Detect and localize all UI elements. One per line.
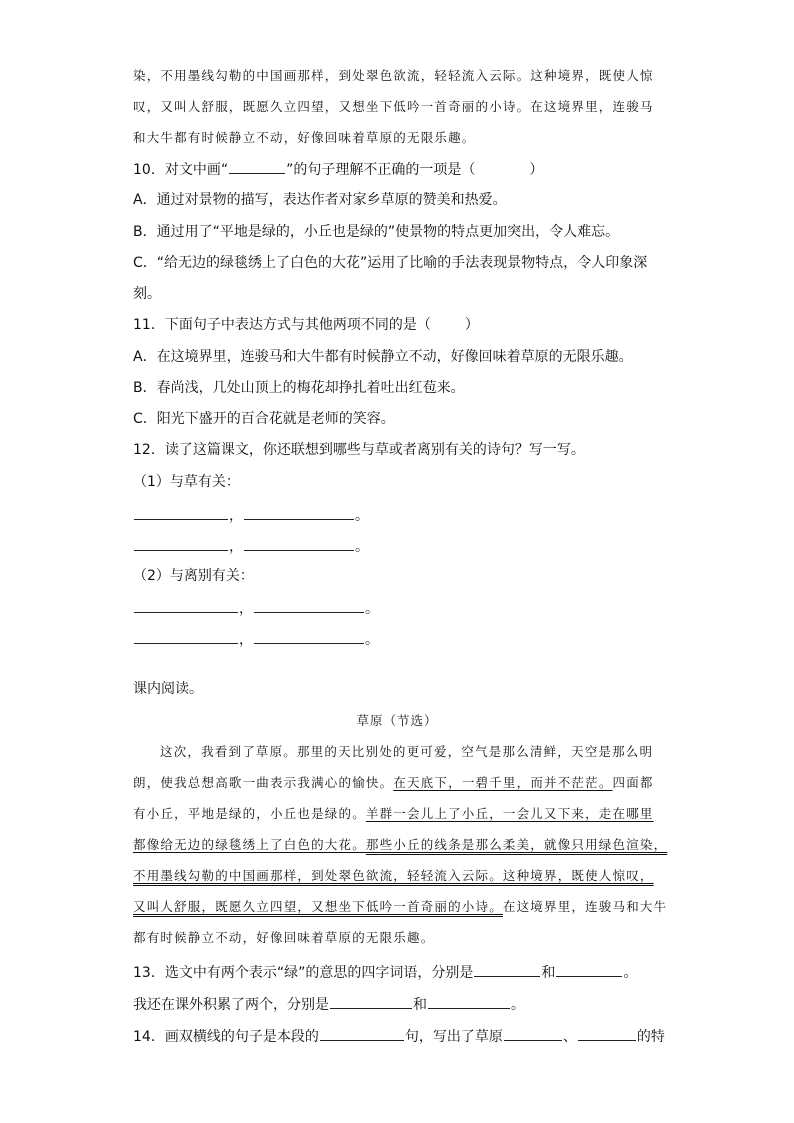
passage2-text: 有小丘，平地是绿的，小丘也是绿的。 <box>133 806 366 821</box>
passage2-text: 在这境界里，连骏马和大牛 <box>502 899 668 914</box>
q12-part2-label: （2）与离别有关： <box>133 568 254 584</box>
answer-blank[interactable] <box>556 961 622 977</box>
q12-part2-answer-row2 <box>133 628 379 650</box>
q12-stem: 12．读了这篇课文，你还联想到哪些与草或者离别有关的诗句？写一写。 <box>133 442 585 458</box>
q10-stem-a: 10．对文中画“ <box>133 162 229 178</box>
passage2-line-4 <box>133 835 667 855</box>
q10-stem-b: ”的句子理解不正确的一项是（ <box>286 162 476 178</box>
q14-stem <box>133 1025 665 1047</box>
passage-top-line-1: 染，不用墨线勾勒的中国画那样，到处翠色欲流，轻轻流入云际。这种境界，既使人惊 <box>133 68 654 83</box>
q11-stem-a: 11．下面句子中表达方式与其他两项不同的是（ <box>133 317 431 333</box>
answer-blank[interactable] <box>244 535 354 551</box>
passage2-double-underlined: 不用墨线勾勒的中国画那样，到处翠色欲流，轻轻流入云际。这种境界，既使人惊叹， <box>133 868 654 883</box>
q13-line2 <box>133 993 525 1015</box>
q14-text: 的特 <box>636 1029 665 1045</box>
passage2-text: 朗，使我总想高歌一曲表示我满心的愉快。 <box>133 775 394 790</box>
passage2-underlined: 在天底下，一碧千里，而并不茫茫。 <box>393 775 613 790</box>
answer-blank[interactable] <box>320 1025 404 1041</box>
passage2-underlined: 羊群一会儿上了小丘，一会儿又下来，走在哪里 <box>365 806 654 821</box>
passage2-line-2 <box>133 773 654 793</box>
period: 。 <box>365 601 379 617</box>
q10-stem <box>133 158 543 180</box>
answer-blank[interactable] <box>428 993 510 1009</box>
period: 。 <box>365 632 379 648</box>
q14-text: 句，写出了草原 <box>404 1029 503 1045</box>
period: 。 <box>355 508 369 524</box>
answer-blank[interactable] <box>134 628 238 644</box>
q10-option-c-line1[interactable]: C．“给无边的绿毯绣上了白色的大花”运用了比喻的手法表现景物特点，令人印象深 <box>133 255 648 271</box>
answer-blank[interactable] <box>134 597 238 613</box>
q13-text: 。 <box>511 997 525 1013</box>
passage2-line-1: 这次，我看到了草原。那里的天比别处的更可爱，空气是那么清鲜，天空是那么明 <box>160 744 654 759</box>
passage2-double-underlined: 那些小丘的线条是那么柔美，就像只用绿色渲染， <box>365 837 668 852</box>
q10-option-a[interactable]: A．通过对景物的描写，表达作者对家乡草原的赞美和热爱。 <box>133 192 507 208</box>
answer-blank[interactable] <box>134 535 228 551</box>
comma: ， <box>229 539 243 555</box>
q11-stem <box>133 315 479 335</box>
answer-blank[interactable] <box>134 504 228 520</box>
q12-part2-answer-row1 <box>133 597 379 619</box>
q13-text: 和 <box>413 997 427 1013</box>
answer-blank[interactable] <box>474 961 540 977</box>
q13-stem <box>133 961 637 983</box>
q11-stem-b: ） <box>464 317 479 333</box>
answer-blank[interactable] <box>578 1025 636 1041</box>
q14-text: 、 <box>562 1029 577 1045</box>
q14-text: 14．画双横线的句子是本段的 <box>133 1029 319 1045</box>
comma: ， <box>229 508 243 524</box>
q10-stem-c: ） <box>529 162 544 178</box>
passage-title: 草原（节选） <box>356 713 438 728</box>
answer-blank[interactable] <box>244 504 354 520</box>
q12-part1-label: （1）与草有关： <box>133 474 240 490</box>
q10-option-b[interactable]: B．通过用了“平地是绿的，小丘也是绿的”使景物的特点更加突出，令人难忘。 <box>133 224 620 240</box>
period: 。 <box>355 539 369 555</box>
q13-text: 我还在课外积累了两个，分别是 <box>133 997 329 1013</box>
comma: ， <box>239 601 253 617</box>
q10-option-c-line2: 刻。 <box>133 286 161 302</box>
passage2-text: 四面都 <box>612 775 654 790</box>
q13-text: 和 <box>541 965 556 981</box>
passage2-double-underlined: 又叫人舒服，既愿久立四望，又想坐下低吟一首奇丽的小诗。 <box>133 899 503 914</box>
passage2-line-6 <box>133 897 667 917</box>
passage2-underlined: 都像给无边的绿毯绣上了白色的大花。 <box>133 837 366 852</box>
q12-part1-answer-row1 <box>133 504 369 526</box>
comma: ， <box>239 632 253 648</box>
passage-top-line-3: 和大牛都有时候静立不动，好像回味着草原的无限乐趣。 <box>133 130 476 145</box>
answer-blank[interactable] <box>504 1025 562 1041</box>
passage2-line-3 <box>133 804 654 824</box>
answer-blank[interactable] <box>330 993 412 1009</box>
q13-text: 13．选文中有两个表示“绿”的意思的四字词语，分别是 <box>133 965 474 981</box>
q11-option-c[interactable]: C．阳光下盛开的百合花就是老师的笑容。 <box>133 411 395 427</box>
answer-blank[interactable] <box>254 628 364 644</box>
q11-option-a[interactable]: A．在这境界里，连骏马和大牛都有时候静立不动，好像回味着草原的无限乐趣。 <box>133 349 633 365</box>
passage2-line-7: 都有时候静立不动，好像回味着草原的无限乐趣。 <box>133 930 435 945</box>
q13-text: 。 <box>623 965 638 981</box>
q11-option-b[interactable]: B．春尚浅，几处山顶上的梅花却挣扎着吐出红苞来。 <box>133 380 465 396</box>
section-intro: 课内阅读。 <box>133 681 203 697</box>
passage-top-line-2: 叹，又叫人舒服，既愿久立四望，又想坐下低吟一首奇丽的小诗。在这境界里，连骏马 <box>133 99 654 114</box>
q12-part1-answer-row2 <box>133 535 369 557</box>
answer-blank[interactable] <box>254 597 364 613</box>
passage2-line-5 <box>133 866 654 886</box>
q10-blank[interactable] <box>229 158 285 174</box>
